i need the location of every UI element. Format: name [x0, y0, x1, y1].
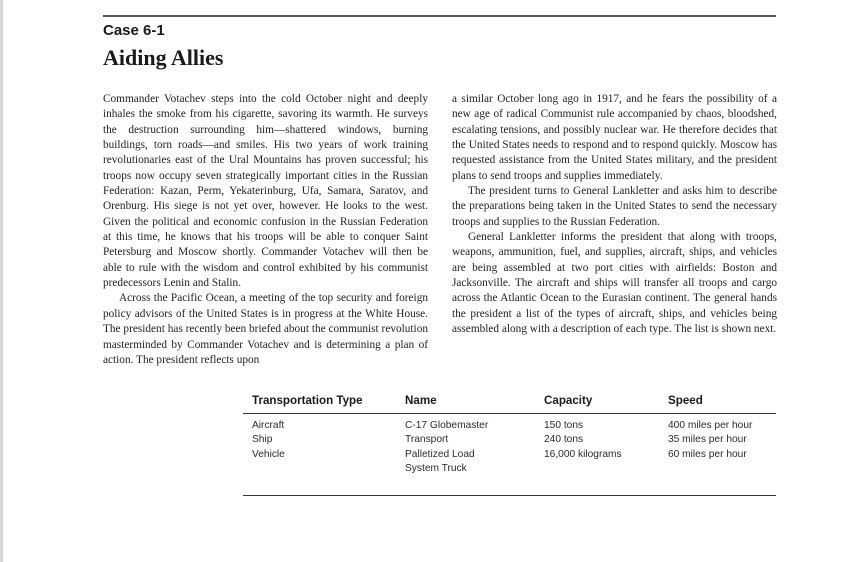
name-column — [405, 419, 488, 476]
paragraph: The president turns to General Lankletter and asks him to describe the preparations being taken in the United States to send the necessary troops and supplies to the Russian Federation. — [452, 185, 777, 228]
column-header-name: Name — [405, 394, 437, 407]
header-rule — [103, 15, 776, 17]
column-header-speed: Speed — [668, 394, 703, 407]
table-cell: C-17 Globemaster — [405, 420, 489, 431]
paragraph: Commander Votachev steps into the cold October night and deeply inhales the smoke from his cigarette, savoring its warmth. He surveys the destruction surrounding him—shattered windows, burning buildings, torn roads—and smiles. His two years of work training revolutionaries east of the Ural Mountains has proven successful; his troops now occupy seven strategically important cities in the Russian Federation: Kazan, Perm, Yekaterinburg, Ufa, Samara, Saratov, and Orenburg. His siege is not yet over, however. He looks to the west. Given the political and economic confusion in the Russian Federation at this time, he knows that his troops will be able to conquer Saint Petersburg and Moscow shortly. Commander Votachev will then be able to rule with the wisdom and control exhibited by his communist predecessors Lenin and Stalin. — [103, 93, 428, 290]
page-edge-shadow — [0, 0, 3, 562]
column-header-type: Transportation Type — [252, 394, 363, 407]
table-cell: Transport — [405, 434, 449, 446]
case-label: Case 6-1 — [103, 22, 165, 39]
table-cell: System Truck — [405, 462, 467, 474]
table-cell: 240 tons — [544, 434, 584, 446]
column-header-capacity: Capacity — [544, 394, 593, 407]
table-header-row — [243, 387, 776, 414]
table-cell: 60 miles per hour — [668, 448, 747, 460]
capacity-column — [544, 419, 622, 462]
paragraph: a similar October long ago in 1917, and he fears the possibility of a new age of radical Communist rule accompanied by chaos, bloodshed, escalating tensions, and possibly nuclear war. He therefore decides that the United States needs to respond and to respond quickly. Moscow has requested assistance from the United States military, and the president plans to send troops and supplies immediately. — [452, 93, 777, 182]
table-cell: Aircraft — [252, 420, 285, 431]
paragraph: General Lankletter informs the president that along with troops, weapons, ammunition, fuel, and supplies, aircraft, ships, and vehicles are being assembled at two port cities with airfields: Boston and Jacksonville. The aircraft and ships will transfer all troops and cargo across the Atlantic Ocean to the Eurasian continent. The general hands the president a list of the types of aircraft, ships, and vehicles being assembled along with a description of each type. The list is shown next. — [452, 231, 777, 336]
table-cell: Palletized Load — [405, 448, 475, 460]
text-column-right — [452, 92, 777, 338]
table-body — [243, 414, 776, 496]
text-column-left — [103, 92, 428, 368]
type-column — [252, 419, 285, 462]
page-title: Aiding Allies — [103, 45, 224, 70]
speed-column — [668, 419, 752, 462]
table-cell: 16,000 kilograms — [544, 448, 622, 460]
transportation-table — [243, 387, 776, 496]
table-cell: 150 tons — [544, 420, 584, 431]
table-cell: 35 miles per hour — [668, 434, 747, 446]
table-cell: Ship — [252, 434, 273, 446]
paragraph: Across the Pacific Ocean, a meeting of the top security and foreign policy advisors of the United States is in progress at the White House. The president has recently been briefed about the communist revolution masterminded by Commander Votachev and is determining a plan of action. The president reflects upon — [103, 292, 428, 366]
table-cell: 400 miles per hour — [668, 420, 753, 431]
table-cell: Vehicle — [252, 448, 285, 460]
